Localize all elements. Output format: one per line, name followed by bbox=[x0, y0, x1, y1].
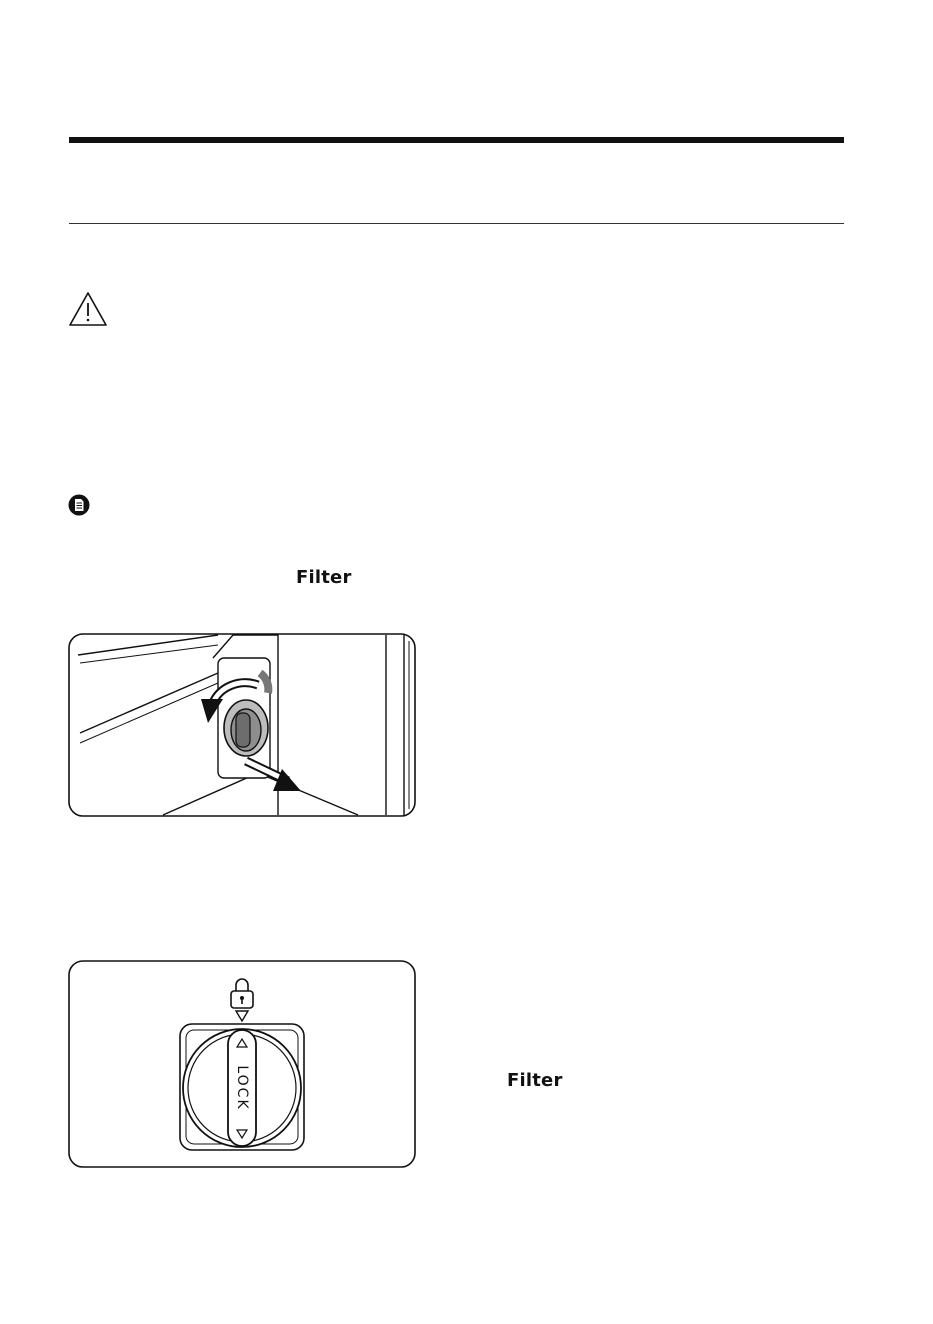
filter-lock-illustration bbox=[68, 960, 416, 1168]
filter-button-label: Filter bbox=[296, 567, 352, 588]
note-icon bbox=[68, 494, 90, 516]
header-rule-thin bbox=[69, 223, 844, 224]
lock-label: LOCK bbox=[234, 1065, 250, 1111]
filter-removal-illustration bbox=[68, 633, 416, 817]
filter-button-label: Filter bbox=[507, 1070, 563, 1091]
warning-triangle-icon bbox=[68, 291, 108, 327]
header-rule-thick bbox=[69, 137, 844, 143]
